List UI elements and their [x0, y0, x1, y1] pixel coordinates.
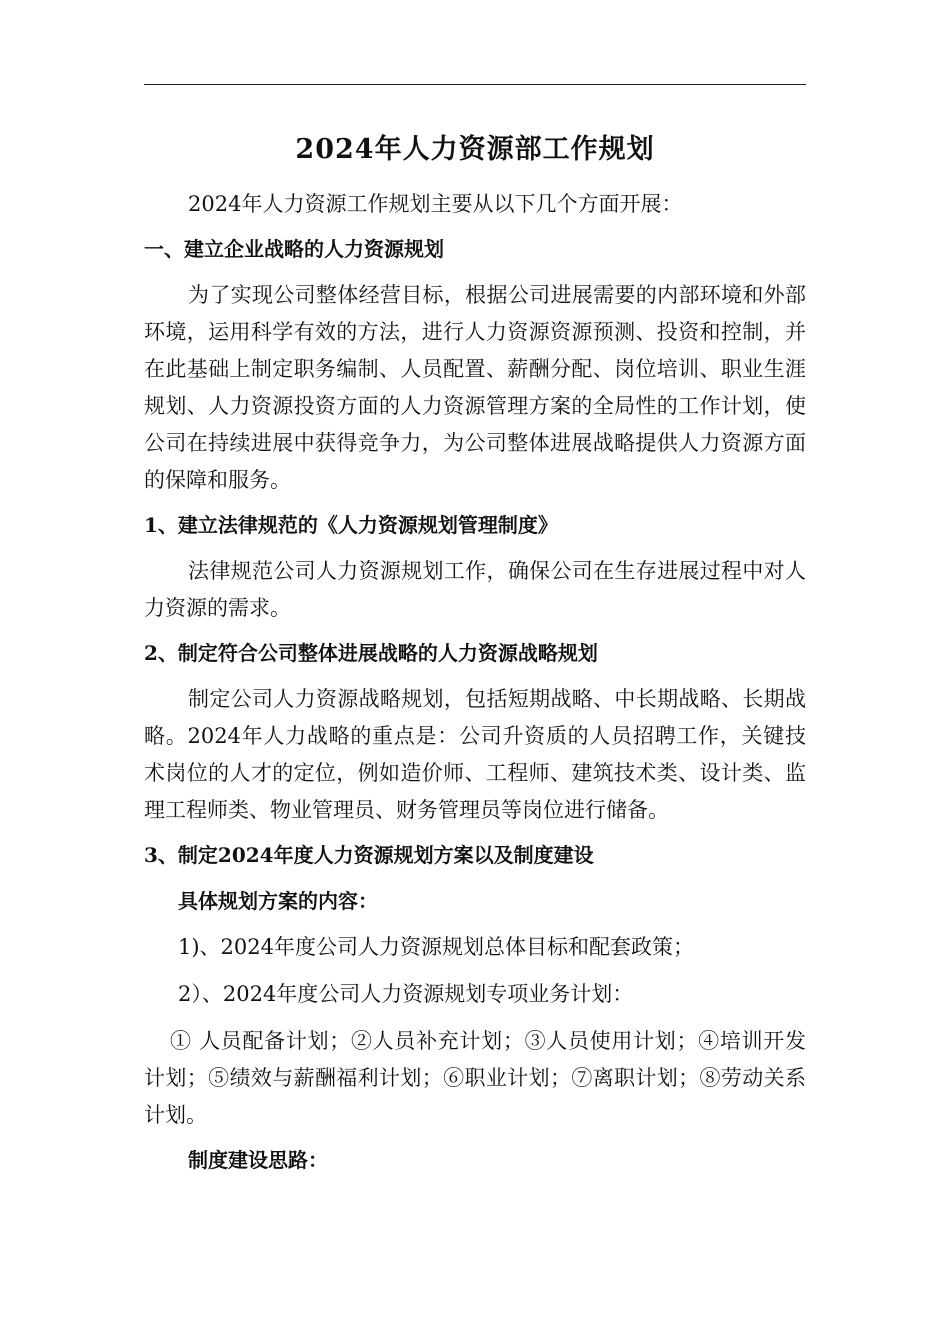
- item-2-paragraph: 制定公司人力资源战略规划，包括短期战略、中长期战略、长期战略。2024年人力战略的重点是：公司升资质的人员招聘工作，关键技术岗位的人才的定位，例如造价师、工程师、建筑技术类、设计类、监理工程师类、物业管理员、财务管理员等岗位进行储备。: [144, 687, 806, 822]
- item-heading-3: 3、制定2024年度人力资源规划方案以及制度建设: [144, 843, 594, 867]
- document-body: [144, 126, 806, 1188]
- plan-list-paragraph: ① 人员配备计划；②人员补充计划；③人员使用计划；④培训开发计划；⑤绩效与薪酬福利计划；⑥职业计划；⑦离职计划；⑧劳动关系计划。: [144, 1029, 806, 1127]
- item-1-paragraph: 法律规范公司人力资源规划工作，确保公司在生存进展过程中对人力资源的需求。: [144, 559, 806, 620]
- intro-paragraph: 2024年人力资源工作规划主要从以下几个方面开展：: [188, 192, 683, 216]
- section-heading-1: 一、建立企业战略的人力资源规划: [144, 237, 444, 261]
- plan-content-heading: 具体规划方案的内容：: [178, 889, 378, 913]
- item-heading-1: 1、建立法律规范的《人力资源规划管理制度》: [144, 513, 558, 537]
- plan-point-2: 2）、2024年度公司人力资源规划专项业务计划：: [178, 982, 634, 1006]
- document-title: 2024年人力资源部工作规划: [295, 134, 655, 165]
- system-building-heading: 制度建设思路：: [188, 1148, 328, 1172]
- header-rule: [144, 84, 806, 85]
- item-heading-2: 2、制定符合公司整体进展战略的人力资源战略规划: [144, 641, 598, 665]
- section-1-paragraph: 为了实现公司整体经营目标，根据公司进展需要的内部环境和外部环境，运用科学有效的方法，进行人力资源资源预测、投资和控制，并在此基础上制定职务编制、人员配置、薪酬分配、岗位培训、职业生涯规划、人力资源投资方面的人力资源管理方案的全局性的工作计划，使公司在持续进展中获得竞争力，为公司整体进展战略提供人力资源方面的保障和服务。: [144, 283, 806, 492]
- plan-point-1: 1)、2024年度公司人力资源规划总体目标和配套政策；: [178, 935, 694, 959]
